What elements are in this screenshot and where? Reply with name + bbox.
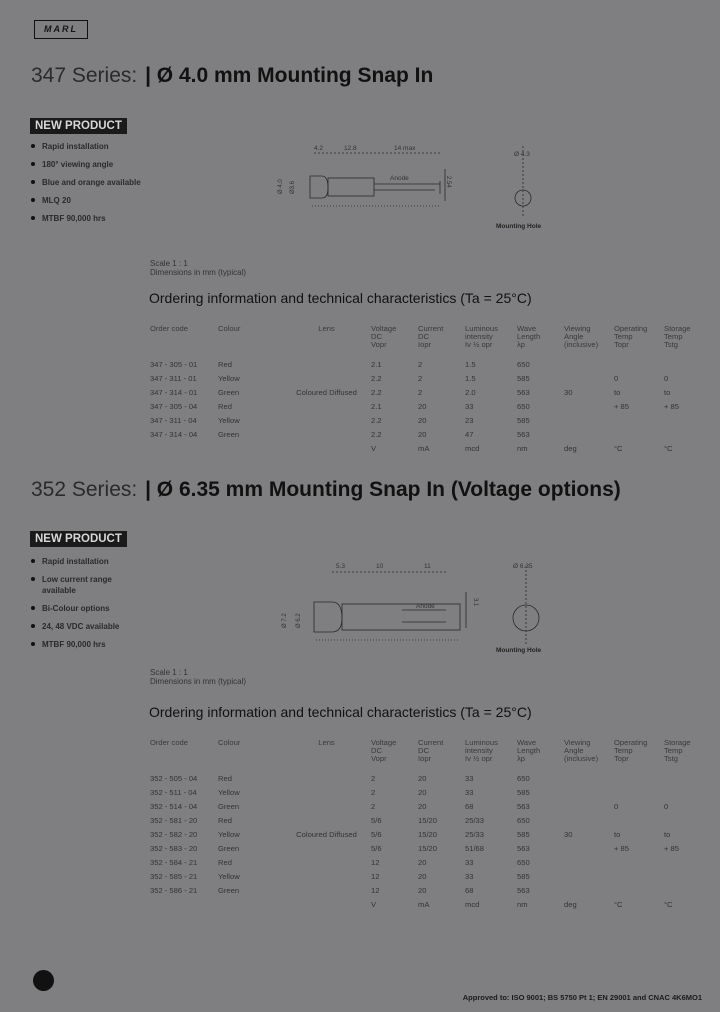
op-temp: + 85: [614, 843, 629, 853]
unit: V: [371, 443, 377, 453]
intensity: 25/33: [465, 829, 485, 839]
storage-temp: [664, 785, 712, 799]
colour: Green: [218, 387, 240, 397]
table-row: [150, 813, 712, 827]
voltage: 2.2: [371, 429, 382, 439]
table-row: [150, 385, 712, 399]
feature-item: 24, 48 VDC available: [31, 621, 141, 632]
order-code: 347 - 314 - 04: [150, 429, 198, 439]
storage-temp: + 85: [664, 401, 679, 411]
op-temp: [614, 357, 664, 371]
op-temp: [614, 883, 664, 897]
op-temp: + 85: [614, 401, 629, 411]
dim-label: Ø 4.0: [278, 179, 284, 194]
current: 2: [418, 373, 423, 383]
units-row: [150, 897, 712, 911]
lens: [282, 883, 371, 897]
spec-table-347: [150, 325, 712, 455]
scale-note-352: Scale 1 : 1: [150, 668, 188, 677]
dim-label: Ø3.6: [290, 180, 296, 194]
table-row: [150, 855, 712, 869]
series-347-prefix: 347 Series:: [31, 64, 138, 87]
lens: [282, 771, 371, 785]
storage-temp: 0: [664, 373, 669, 383]
storage-temp: + 85: [664, 843, 679, 853]
wavelength: 650: [517, 401, 530, 411]
op-temp: [614, 771, 664, 785]
voltage: 12: [371, 857, 380, 867]
lens: [282, 399, 371, 413]
angle: [564, 371, 614, 385]
lens: [282, 427, 371, 441]
table-row: [150, 357, 712, 371]
order-code: 352 - 581 - 20: [150, 815, 198, 825]
column-header: Luminous intensity Iv ½ opr: [465, 324, 498, 349]
op-temp: [614, 427, 664, 441]
dims-note-352: Dimensions in mm (typical): [150, 677, 247, 686]
hole-dim-label: Ø 4.3: [514, 151, 530, 158]
units-row: [150, 441, 712, 455]
voltage: 12: [371, 885, 380, 895]
series-347-title: 347 Series: | Ø 4.0 mm Mounting Snap In: [31, 64, 434, 87]
current: 15/20: [418, 815, 438, 825]
table-row: [150, 427, 712, 441]
column-header: Luminous intensity Iv ½ opr: [465, 738, 498, 763]
wavelength: 563: [517, 843, 530, 853]
angle: [564, 869, 614, 883]
features-352: [31, 556, 141, 657]
feature-item: Bi-Colour options: [31, 603, 141, 614]
op-temp: [614, 785, 664, 799]
table-header-row: [150, 325, 712, 357]
column-header: Colour: [218, 738, 241, 747]
column-header: Viewing Angle (inclusive): [564, 738, 599, 763]
angle: [564, 855, 614, 869]
current: 20: [418, 885, 427, 895]
lens: [282, 841, 371, 855]
lens: Coloured Diffused: [296, 829, 357, 839]
dim-label: 12.8: [344, 145, 357, 152]
wavelength: 563: [517, 429, 530, 439]
op-temp: 0: [614, 373, 619, 383]
column-header: Current DC Iopr: [418, 324, 444, 349]
order-code: 352 - 511 - 04: [150, 787, 197, 797]
intensity: 33: [465, 857, 474, 867]
colour: Green: [218, 885, 240, 895]
ordering-subtitle-352: Ordering information and technical characteristics (Ta = 25°C): [149, 704, 532, 720]
column-header: Lens: [318, 738, 335, 747]
wavelength: 563: [517, 801, 530, 811]
intensity: 25/33: [465, 815, 485, 825]
series-347-drawing: [270, 136, 570, 236]
colour: Red: [218, 401, 232, 411]
angle: [564, 841, 614, 855]
intensity: 2.0: [465, 387, 476, 397]
op-temp: to: [614, 829, 621, 839]
wavelength: 585: [517, 829, 530, 839]
feature-item: 180° viewing angle: [31, 159, 141, 170]
lens: [282, 785, 371, 799]
lens: [282, 813, 371, 827]
wavelength: 650: [517, 815, 530, 825]
table-row: [150, 785, 712, 799]
unit: mcd: [465, 899, 480, 909]
mounting-hole-label: Mounting Hole: [496, 223, 542, 230]
wavelength: 650: [517, 773, 530, 783]
angle: 30: [564, 829, 573, 839]
feature-item: MLQ 20: [31, 195, 141, 206]
storage-temp: [664, 855, 712, 869]
series-352-prefix: 352 Series:: [31, 478, 138, 501]
voltage: 2: [371, 801, 376, 811]
brand-logo: MARL: [34, 20, 88, 39]
storage-temp: to: [664, 829, 671, 839]
dim-label: 11: [424, 563, 431, 570]
order-code: 352 - 514 - 04: [150, 801, 198, 811]
column-header: Order code: [150, 738, 188, 747]
column-header: Wave Length λp: [517, 324, 541, 349]
intensity: 68: [465, 801, 474, 811]
table-row: [150, 883, 712, 897]
voltage: 5/6: [371, 815, 382, 825]
column-header: Storage Temp Tstg: [664, 738, 691, 763]
angle: [564, 883, 614, 897]
dim-label: Ø 6.2: [296, 613, 302, 628]
intensity: 1.5: [465, 359, 476, 369]
intensity: 23: [465, 415, 474, 425]
column-header: Current DC Iopr: [418, 738, 444, 763]
unit: mA: [418, 443, 430, 453]
colour: Red: [218, 857, 232, 867]
features-347: [31, 141, 141, 231]
series-347-main-title: Ø 4.0 mm Mounting Snap In: [156, 64, 434, 87]
lens: [282, 357, 371, 371]
feature-item: MTBF 90,000 hrs: [31, 213, 141, 224]
colour: Red: [218, 359, 232, 369]
wavelength: 563: [517, 885, 530, 895]
anode-label: Anode: [390, 175, 409, 182]
angle: [564, 413, 614, 427]
angle: [564, 799, 614, 813]
wavelength: 563: [517, 387, 530, 397]
unit: deg: [564, 899, 577, 909]
table-row: [150, 413, 712, 427]
current: 20: [418, 773, 427, 783]
series-352-main-title: Ø 6.35 mm Mounting Snap In (Voltage options): [156, 478, 621, 501]
op-temp: [614, 855, 664, 869]
unit: °C: [614, 899, 623, 909]
intensity: 51/68: [465, 843, 485, 853]
series-352-title: 352 Series: | Ø 6.35 mm Mounting Snap In (Voltage options): [31, 478, 621, 501]
colour: Red: [218, 815, 232, 825]
feature-item: Rapid installation: [31, 141, 141, 152]
feature-item: MTBF 90,000 hrs: [31, 639, 141, 650]
unit: °C: [664, 443, 673, 453]
storage-temp: [664, 427, 712, 441]
op-temp: to: [614, 387, 621, 397]
order-code: 347 - 314 - 01: [150, 387, 198, 397]
intensity: 33: [465, 787, 474, 797]
feature-item: Low current range available: [31, 574, 141, 596]
unit: deg: [564, 443, 577, 453]
colour: Green: [218, 801, 240, 811]
voltage: 2.1: [371, 401, 382, 411]
colour: Yellow: [218, 829, 240, 839]
dim-label: 4.2: [314, 145, 324, 152]
ordering-subtitle-347: Ordering information and technical characteristics (Ta = 25°C): [149, 290, 532, 306]
lens: Coloured Diffused: [296, 387, 357, 397]
table-row: [150, 869, 712, 883]
voltage: 2: [371, 773, 376, 783]
voltage: 2.2: [371, 387, 382, 397]
voltage: 5/6: [371, 843, 382, 853]
order-code: 347 - 305 - 01: [150, 359, 198, 369]
voltage: 2.2: [371, 415, 382, 425]
dims-note-347: Dimensions in mm (typical): [150, 268, 247, 277]
intensity: 1.5: [465, 373, 476, 383]
order-code: 352 - 585 - 21: [150, 871, 198, 881]
angle: [564, 399, 614, 413]
approval-statement: Approved to: ISO 9001; BS 5750 Pt 1; EN 29001 and CNAC 4K6MO1: [462, 993, 702, 1002]
column-header: Voltage DC Vopr: [371, 324, 397, 349]
unit: V: [371, 899, 377, 909]
angle: 30: [564, 387, 573, 397]
voltage: 2.2: [371, 373, 382, 383]
column-header: Voltage DC Vopr: [371, 738, 397, 763]
column-header: Colour: [218, 324, 241, 333]
current: 15/20: [418, 829, 438, 839]
lens: [282, 869, 371, 883]
column-header: Lens: [318, 324, 335, 333]
table-row: [150, 371, 712, 385]
colour: Yellow: [218, 871, 240, 881]
colour: Yellow: [218, 787, 240, 797]
op-temp: [614, 869, 664, 883]
table-row: [150, 771, 712, 785]
colour: Green: [218, 429, 240, 439]
column-header: Operating Temp Topr: [614, 738, 648, 763]
intensity: 33: [465, 871, 474, 881]
column-header: Storage Temp Tstg: [664, 324, 691, 349]
page-marker-dot: [33, 970, 54, 991]
dim-label: 3.1: [472, 598, 478, 607]
order-code: 347 - 311 - 01: [150, 373, 197, 383]
unit: °C: [664, 899, 673, 909]
spec-table-352: [150, 739, 712, 911]
storage-temp: 0: [664, 801, 669, 811]
voltage: 5/6: [371, 829, 382, 839]
angle: [564, 771, 614, 785]
op-temp: 0: [614, 801, 619, 811]
table-row: [150, 827, 712, 841]
order-code: 352 - 584 - 21: [150, 857, 198, 867]
wavelength: 650: [517, 359, 530, 369]
angle: [564, 813, 614, 827]
voltage: 12: [371, 871, 380, 881]
new-product-badge-352: NEW PRODUCT: [30, 531, 127, 547]
unit: nm: [517, 443, 528, 453]
current: 20: [418, 429, 427, 439]
current: 20: [418, 871, 427, 881]
angle: [564, 427, 614, 441]
storage-temp: to: [664, 387, 671, 397]
table-row: [150, 399, 712, 413]
current: 20: [418, 787, 427, 797]
unit: nm: [517, 899, 528, 909]
hole-dim-label: Ø 6.35: [513, 563, 533, 570]
current: 2: [418, 387, 423, 397]
current: 15/20: [418, 843, 438, 853]
order-code: 352 - 586 - 21: [150, 885, 198, 895]
new-product-badge-347: NEW PRODUCT: [30, 118, 127, 134]
storage-temp: [664, 813, 712, 827]
wavelength: 585: [517, 787, 530, 797]
unit: mA: [418, 899, 430, 909]
order-code: 352 - 582 - 20: [150, 829, 198, 839]
mounting-hole-label: Mounting Hole: [496, 647, 542, 654]
column-header: Viewing Angle (inclusive): [564, 324, 599, 349]
lens: [282, 413, 371, 427]
column-header: Order code: [150, 324, 188, 333]
op-temp: [614, 413, 664, 427]
intensity: 68: [465, 885, 474, 895]
voltage: 2: [371, 787, 376, 797]
dim-label: Ø 7.2: [282, 613, 288, 628]
scale-note-347: Scale 1 : 1: [150, 259, 188, 268]
unit: mcd: [465, 443, 480, 453]
dim-label: 10: [376, 563, 384, 570]
colour: Red: [218, 773, 232, 783]
column-header: Wave Length λp: [517, 738, 541, 763]
anode-label: Anode: [416, 603, 435, 610]
order-code: 352 - 583 - 20: [150, 843, 198, 853]
storage-temp: [664, 357, 712, 371]
table-row: [150, 841, 712, 855]
current: 20: [418, 401, 427, 411]
angle: [564, 357, 614, 371]
dim-label: 5.3: [336, 563, 346, 570]
storage-temp: [664, 869, 712, 883]
colour: Yellow: [218, 415, 240, 425]
series-352-drawing: [270, 552, 570, 662]
op-temp: [614, 813, 664, 827]
feature-item: Rapid installation: [31, 556, 141, 567]
current: 20: [418, 415, 427, 425]
feature-item: Blue and orange available: [31, 177, 141, 188]
dim-label: 14 max: [394, 145, 416, 152]
wavelength: 585: [517, 871, 530, 881]
order-code: 347 - 311 - 04: [150, 415, 197, 425]
table-row: [150, 799, 712, 813]
voltage: 2.1: [371, 359, 382, 369]
colour: Yellow: [218, 373, 240, 383]
column-header: Operating Temp Topr: [614, 324, 648, 349]
dim-label: 2.54: [445, 176, 451, 188]
order-code: 352 - 505 - 04: [150, 773, 198, 783]
angle: [564, 785, 614, 799]
current: 20: [418, 857, 427, 867]
lens: [282, 799, 371, 813]
lens: [282, 855, 371, 869]
wavelength: 585: [517, 415, 530, 425]
intensity: 33: [465, 773, 474, 783]
current: 2: [418, 359, 423, 369]
current: 20: [418, 801, 427, 811]
storage-temp: [664, 413, 712, 427]
intensity: 47: [465, 429, 474, 439]
colour: Green: [218, 843, 240, 853]
storage-temp: [664, 771, 712, 785]
storage-temp: [664, 883, 712, 897]
wavelength: 585: [517, 373, 530, 383]
wavelength: 650: [517, 857, 530, 867]
unit: °C: [614, 443, 623, 453]
order-code: 347 - 305 - 04: [150, 401, 198, 411]
lens: [282, 371, 371, 385]
table-header-row: [150, 739, 712, 771]
intensity: 33: [465, 401, 474, 411]
